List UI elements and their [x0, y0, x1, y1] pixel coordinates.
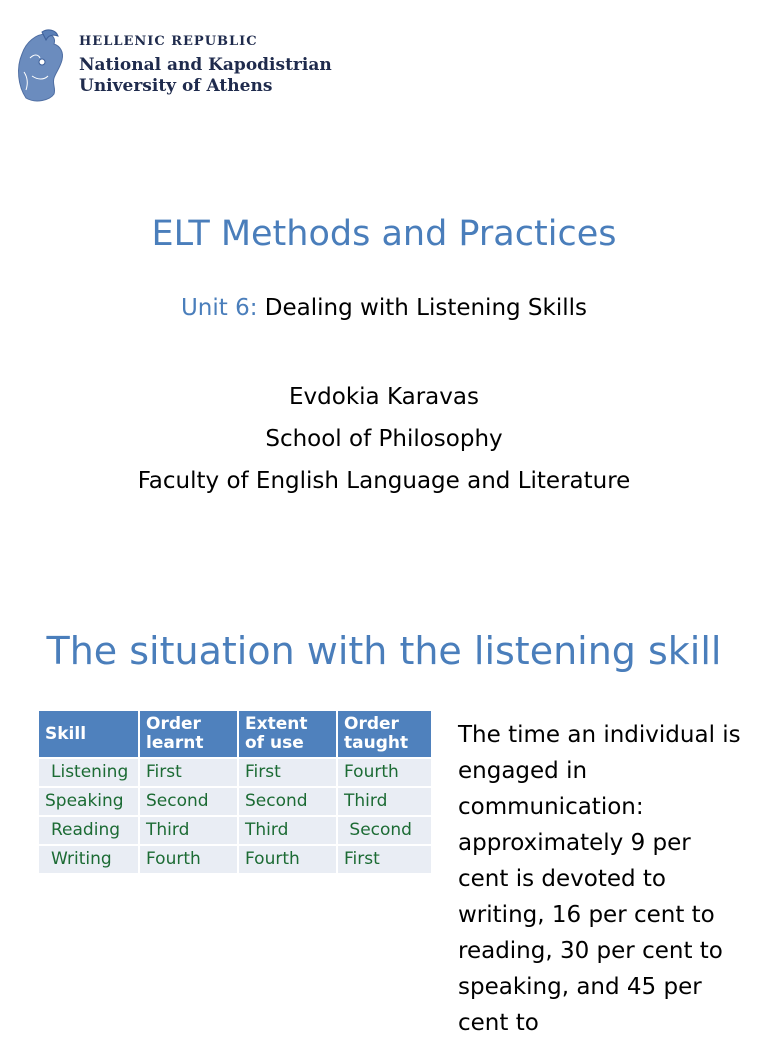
table-row — [39, 758, 431, 787]
content-slide — [0, 590, 768, 1036]
skills-table — [39, 711, 431, 873]
table-row — [39, 816, 431, 845]
unit-topic: Dealing with Listening Skills — [257, 295, 588, 321]
column-header: Order learnt — [139, 711, 238, 758]
column-header: Order taught — [337, 711, 431, 758]
table-cell: Speaking — [39, 787, 139, 816]
logo-line-2: National and Kapodistrian — [79, 55, 332, 75]
column-header: Skill — [39, 711, 139, 758]
table-cell: Fourth — [238, 845, 337, 873]
faculty-name: Faculty of English Language and Literature — [137, 468, 631, 494]
school-name: School of Philosophy — [265, 426, 503, 452]
author-name: Evdokia Karavas — [289, 384, 479, 410]
table-cell: Third — [337, 787, 431, 816]
table-cell: Third — [139, 816, 238, 845]
table-cell: Writing — [39, 845, 139, 873]
logo-line-3: University of Athens — [79, 76, 273, 96]
unit-subtitle — [0, 292, 768, 324]
table-cell: Second — [238, 787, 337, 816]
table-cell: First — [337, 845, 431, 873]
table-cell: Second — [337, 816, 431, 845]
table-row — [39, 845, 431, 873]
table-cell: Reading — [39, 816, 139, 845]
table-cell: Third — [238, 816, 337, 845]
table-cell: First — [238, 758, 337, 787]
logo-line-1: HELLENIC REPUBLIC — [79, 34, 258, 49]
table-header-row — [39, 711, 431, 758]
presentation-title: ELT Methods and Practices — [151, 214, 617, 254]
table-cell: Listening — [39, 758, 139, 787]
table-cell: Fourth — [337, 758, 431, 787]
table-cell: First — [139, 758, 238, 787]
unit-label: Unit 6: — [180, 295, 258, 321]
athena-head-icon — [12, 28, 68, 106]
table-cell: Second — [139, 787, 238, 816]
table-row — [39, 787, 431, 816]
communication-paragraph: The time an individual is engaged in communication: approximately 9 per cent is devoted to writing, 16 per cent to reading, 30 per cent to speaking, and 45 per cent to — [458, 722, 741, 1036]
university-logo-text — [79, 34, 332, 97]
column-header: Extent of use — [238, 711, 337, 758]
table-cell: Fourth — [139, 845, 238, 873]
slide-title: The situation with the listening skill — [46, 629, 722, 673]
author-block — [0, 376, 768, 502]
